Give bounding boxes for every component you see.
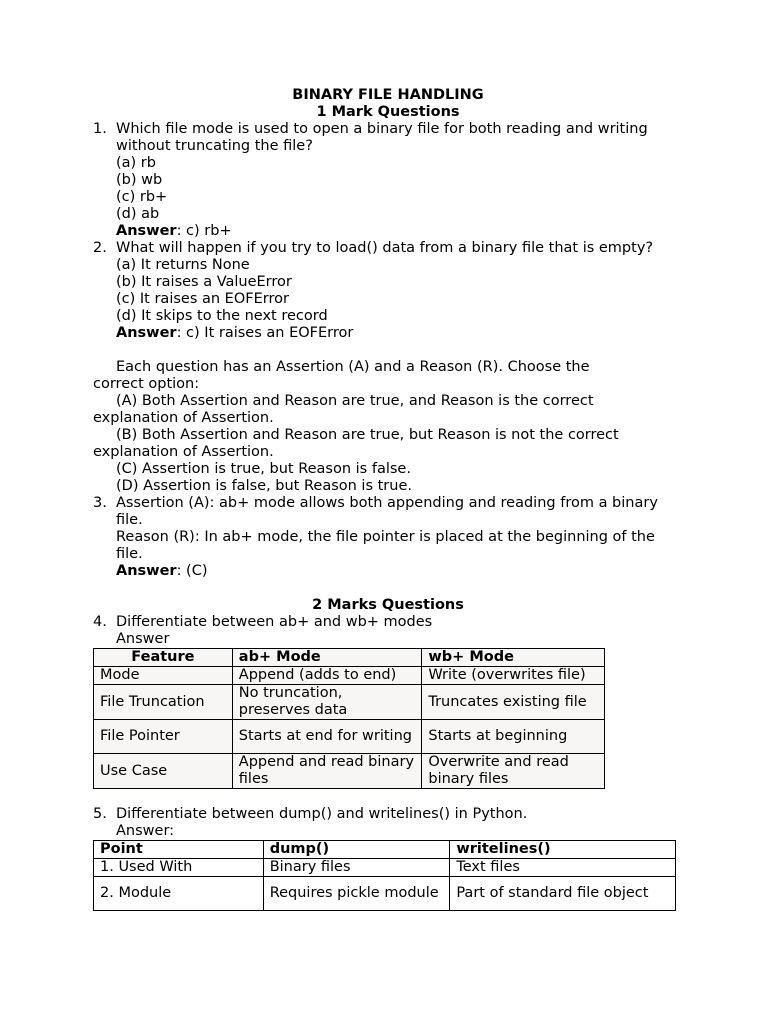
option-a: (a) rb bbox=[116, 155, 156, 171]
option-d: (d) ab bbox=[116, 206, 160, 222]
option-d: (d) It skips to the next record bbox=[116, 308, 328, 324]
answer-text: : (C) bbox=[176, 563, 208, 579]
question-2 bbox=[93, 240, 683, 342]
table-row bbox=[94, 720, 605, 754]
table-header-cell: Feature bbox=[94, 649, 233, 667]
choice-a: (A) Both Assertion and Reason are true, and Reason is the correct bbox=[116, 393, 594, 409]
option-b: (b) It raises a ValueError bbox=[116, 274, 292, 290]
assertion-text: Assertion (A): ab+ mode allows both appending and reading from a binary file. bbox=[116, 495, 658, 528]
question-text: What will happen if you try to load() data from a binary file that is empty? bbox=[116, 240, 654, 256]
table-row bbox=[94, 877, 676, 911]
question-5 bbox=[93, 806, 683, 840]
table-cell: Append (adds to end) bbox=[232, 667, 422, 685]
choice-a-cont: explanation of Assertion. bbox=[93, 410, 274, 426]
section-heading-1-mark: 1 Mark Questions bbox=[316, 104, 460, 120]
choice-d: (D) Assertion is false, but Reason is true. bbox=[116, 478, 412, 494]
table-cell: File Pointer bbox=[94, 720, 233, 754]
comparison-table-ab-wb bbox=[93, 648, 605, 789]
table-header-row bbox=[94, 649, 605, 667]
question-text: Which file mode is used to open a binary file for both reading and writing without truncating the file? bbox=[116, 121, 648, 154]
choice-b-cont: explanation of Assertion. bbox=[93, 444, 274, 460]
table-cell: File Truncation bbox=[94, 685, 233, 720]
table-header-cell: writelines() bbox=[450, 841, 676, 859]
answer-word: Answer: bbox=[116, 823, 175, 839]
question-1 bbox=[93, 121, 683, 240]
answer-line bbox=[116, 223, 683, 240]
choice-b: (B) Both Assertion and Reason are true, but Reason is not the correct bbox=[116, 427, 619, 443]
answer-text: : c) It raises an EOFError bbox=[176, 325, 354, 341]
document-title: BINARY FILE HANDLING bbox=[292, 87, 484, 103]
table-cell: Append and read binary files bbox=[232, 754, 422, 789]
answer-line bbox=[116, 325, 683, 342]
question-text: Differentiate between dump() and writelines() in Python. bbox=[116, 806, 528, 822]
table-cell: No truncation, preserves data bbox=[232, 685, 422, 720]
table-cell: Part of standard file object bbox=[450, 877, 676, 911]
answer-label: Answer bbox=[116, 223, 177, 239]
question-number: 1. bbox=[93, 121, 107, 137]
table-header-cell: dump() bbox=[263, 841, 450, 859]
answer-text: : c) rb+ bbox=[176, 223, 232, 239]
table-cell: Text files bbox=[450, 859, 676, 877]
table-row bbox=[94, 859, 676, 877]
table-header-cell: wb+ Mode bbox=[422, 649, 605, 667]
table-cell: Binary files bbox=[263, 859, 450, 877]
table-header-cell: Point bbox=[94, 841, 264, 859]
question-text: Differentiate between ab+ and wb+ modes bbox=[116, 614, 433, 630]
choice-c: (C) Assertion is true, but Reason is false. bbox=[116, 461, 411, 477]
table-cell: Write (overwrites file) bbox=[422, 667, 605, 685]
table-cell: Use Case bbox=[94, 754, 233, 789]
table-cell: Mode bbox=[94, 667, 233, 685]
table-cell: Starts at end for writing bbox=[232, 720, 422, 754]
table-cell: 1. Used With bbox=[94, 859, 264, 877]
document-page bbox=[93, 87, 683, 911]
section-heading-2-marks: 2 Marks Questions bbox=[312, 597, 464, 613]
table-cell: 2. Module bbox=[94, 877, 264, 911]
comparison-table-dump-writelines bbox=[93, 840, 676, 911]
assertion-reason-instructions bbox=[93, 359, 683, 495]
table-cell: Starts at beginning bbox=[422, 720, 605, 754]
answer-line bbox=[116, 563, 683, 580]
instruction-line: correct option: bbox=[93, 376, 200, 392]
question-number: 2. bbox=[93, 240, 107, 256]
option-c: (c) It raises an EOFError bbox=[116, 291, 289, 307]
reason-text: Reason (R): In ab+ mode, the file pointer is placed at the beginning of the file. bbox=[116, 529, 655, 562]
question-number: 5. bbox=[93, 806, 107, 822]
question-number: 3. bbox=[93, 495, 107, 511]
table-cell: Requires pickle module bbox=[263, 877, 450, 911]
table-header-row bbox=[94, 841, 676, 859]
table-header-cell: ab+ Mode bbox=[232, 649, 422, 667]
question-4 bbox=[93, 614, 683, 648]
instruction-line: Each question has an Assertion (A) and a Reason (R). Choose the bbox=[116, 359, 590, 375]
answer-label: Answer bbox=[116, 563, 177, 579]
table-cell: Overwrite and read binary files bbox=[422, 754, 605, 789]
option-b: (b) wb bbox=[116, 172, 163, 188]
answer-label: Answer bbox=[116, 325, 177, 341]
option-a: (a) It returns None bbox=[116, 257, 250, 273]
question-number: 4. bbox=[93, 614, 107, 630]
answer-word: Answer bbox=[116, 631, 170, 647]
table-row bbox=[94, 667, 605, 685]
question-3 bbox=[93, 495, 683, 580]
table-row bbox=[94, 685, 605, 720]
table-cell: Truncates existing file bbox=[422, 685, 605, 720]
option-c: (c) rb+ bbox=[116, 189, 168, 205]
table-row bbox=[94, 754, 605, 789]
